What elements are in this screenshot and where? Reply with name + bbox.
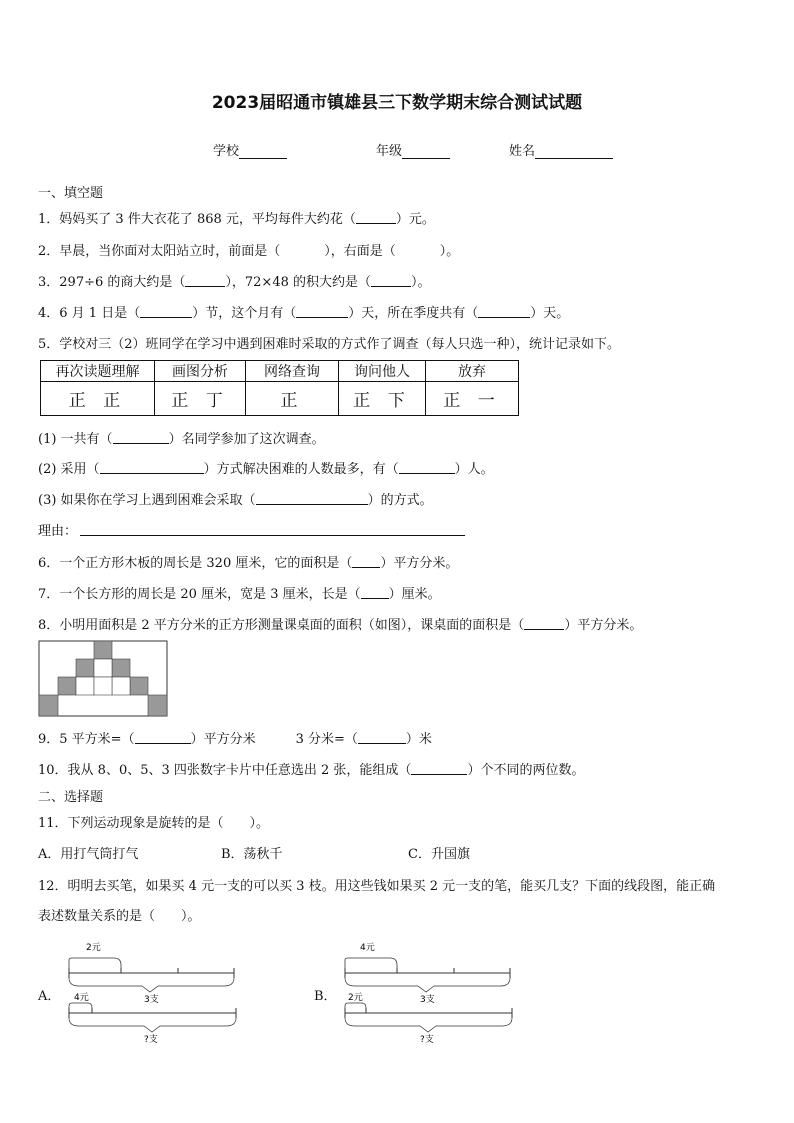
question-5-1: (1) 一共有（ ）名同学参加了这次调查。 xyxy=(38,432,325,447)
tally-mark: 正 一 xyxy=(426,382,519,416)
question-9: 9．5 平方米=（ ）平方分米 3 分米=（ ）米 xyxy=(38,732,432,747)
answer-blank[interactable] xyxy=(352,555,380,568)
desk-tile-figure xyxy=(38,640,168,717)
answer-blank[interactable] xyxy=(185,274,225,287)
question-4: 4．6 月 1 日是（ ）节，这个月有（ ）天，所在季度共有（ ）天。 xyxy=(38,306,570,321)
question-5: 5．学校对三（2）班同学在学习中遇到困难时采取的方式作了调查（每人只选一种），统计记录如下。 xyxy=(38,337,621,352)
option-12-a[interactable]: A． xyxy=(38,989,61,1004)
tally-header: 放弃 xyxy=(426,361,519,382)
diagram-b-bottom-count: ?支 xyxy=(420,1035,434,1045)
answer-blank[interactable] xyxy=(356,211,396,224)
grade-label: 年级 xyxy=(376,144,403,159)
answer-blank[interactable] xyxy=(113,431,169,444)
name-blank[interactable] xyxy=(535,145,613,159)
school-blank[interactable] xyxy=(239,145,287,159)
question-8: 8．小明用面积是 2 平方分米的正方形测量课桌面的面积（如图），课桌面的面积是（ ）平方分米。 xyxy=(38,618,643,633)
question-7: 7．一个长方形的周长是 20 厘米，宽是 3 厘米，长是（ ）厘米。 xyxy=(38,587,441,602)
question-12-line-1: 12．明明去买笔，如果买 4 元一支的可以买 3 枝。用这些钱如果买 2 元一支的笔，能买几支？下面的线段图，能正确 xyxy=(38,879,716,894)
answer-blank[interactable] xyxy=(296,305,348,318)
tally-mark: 正 丁 xyxy=(155,382,246,416)
answer-blank[interactable] xyxy=(358,731,406,744)
diagram-b-top-count: 3支 xyxy=(420,995,435,1005)
answer-blank[interactable] xyxy=(371,274,411,287)
segment-diagram-a xyxy=(64,938,239,1046)
question-5-3: (3) 如果你在学习上遇到困难会采取（ ）的方式。 xyxy=(38,493,433,508)
question-6: 6．一个正方形木板的周长是 320 厘米，它的面积是（ ）平方分米。 xyxy=(38,556,459,571)
tally-header: 询问他人 xyxy=(339,361,426,382)
option-12-b[interactable]: B． xyxy=(314,989,337,1004)
option-11-c[interactable]: C．升国旗 xyxy=(408,847,470,862)
diagram-a-bottom-count: ?支 xyxy=(144,1035,158,1045)
diagram-b-bottom-unit: 2元 xyxy=(348,993,363,1003)
question-3: 3．297÷6 的商大约是（ ），72×48 的积大约是（ ）。 xyxy=(38,275,431,290)
question-11: 11．下列运动现象是旋转的是（ ）。 xyxy=(38,816,270,831)
diagram-b-top-unit: 4元 xyxy=(360,943,375,953)
grade-field[interactable] xyxy=(376,140,450,159)
option-11-a[interactable]: A．用打气筒打气 xyxy=(38,847,139,862)
answer-blank[interactable] xyxy=(478,305,530,318)
answer-blank[interactable] xyxy=(256,492,368,505)
question-5-2: (2) 采用（ ）方式解决困难的人数最多，有（ ）人。 xyxy=(38,462,494,477)
tally-mark: 正 下 xyxy=(339,382,426,416)
name-label: 姓名 xyxy=(509,144,536,159)
question-10: 10．我从 8、0、5、3 四张数字卡片中任意选出 2 张，能组成（ ）个不同的两位数。 xyxy=(38,763,585,778)
school-field[interactable] xyxy=(213,140,287,159)
answer-blank[interactable] xyxy=(361,586,389,599)
tally-header: 画图分析 xyxy=(155,361,246,382)
tally-mark: 正 xyxy=(246,382,339,416)
section-choice-heading: 二、选择题 xyxy=(38,790,104,805)
section-fill-blank-heading: 一、填空题 xyxy=(38,186,104,201)
reason-answer-line[interactable] xyxy=(80,535,465,536)
name-field[interactable] xyxy=(509,140,613,159)
reason-label: 理由： xyxy=(38,524,78,539)
school-label: 学校 xyxy=(213,144,240,159)
diagram-a-top-count: 3支 xyxy=(144,995,159,1005)
tally-mark: 正 正 xyxy=(41,382,155,416)
question-1: 1．妈妈买了 3 件大衣花了 868 元，平均每件大约花（ ）元。 xyxy=(38,212,435,227)
tally-table xyxy=(40,360,519,416)
answer-blank[interactable] xyxy=(411,762,467,775)
segment-diagram-b xyxy=(340,938,515,1046)
tally-header: 网络查询 xyxy=(246,361,339,382)
page-title: 2023届昭通市镇雄县三下数学期末综合测试试题 xyxy=(211,93,583,113)
question-12-line-2: 表述数量关系的是（ ）。 xyxy=(38,909,201,924)
diagram-a-bottom-unit: 4元 xyxy=(74,993,89,1003)
grade-blank[interactable] xyxy=(402,145,450,159)
answer-blank[interactable] xyxy=(135,731,191,744)
question-2: 2．早晨，当你面对太阳站立时，前面是（ ），右面是（ ）。 xyxy=(38,244,460,259)
option-11-b[interactable]: B．荡秋千 xyxy=(221,847,283,862)
diagram-a-top-unit: 2元 xyxy=(86,943,101,953)
answer-blank[interactable] xyxy=(140,305,192,318)
answer-blank[interactable] xyxy=(100,461,204,474)
answer-blank[interactable] xyxy=(524,617,564,630)
answer-blank[interactable] xyxy=(399,461,455,474)
tally-header: 再次读题理解 xyxy=(41,361,155,382)
